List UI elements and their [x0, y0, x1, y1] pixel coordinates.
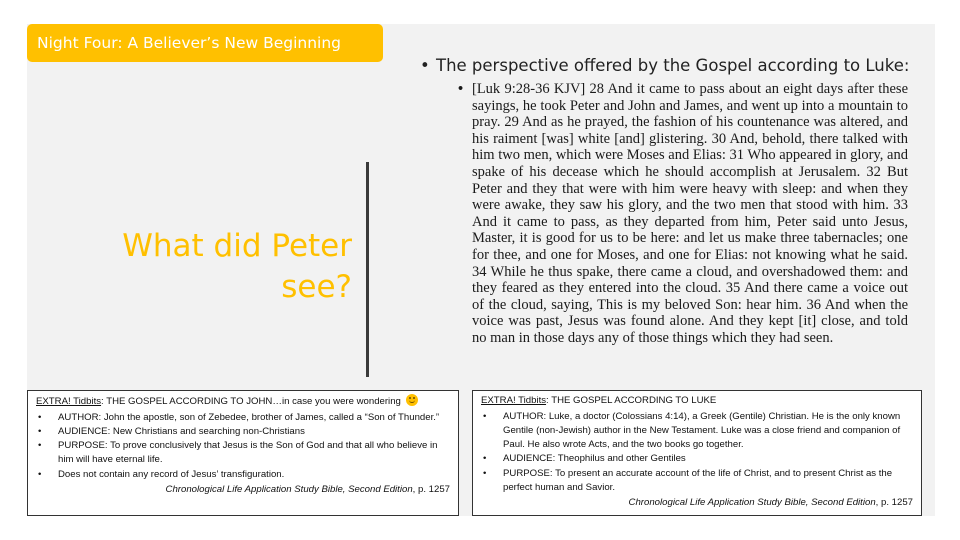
question-text: What did Peter see?	[122, 228, 352, 305]
citation-page: , p. 1257	[875, 497, 913, 509]
scripture-text: [Luk 9:28-36 KJV] 28 And it came to pass about an eight days after these sayings, he took Peter and John and James, and went up into a mountain to pray. 29 And as he prayed, the fashion of his countenance was altered, and his raiment [was] white [and] glistering. 30 And, behold, there talked with him two men, which were Moses and Elias: 31 Who appeared in glory, and spake of his decease which he should accomplish at Jerusalem. 32 But Peter and they that were with him were heavy with sleep: and when they were awake, they saw his glory, and the two men that stood with him. 33 And it came to pass, as they departed from him, Peter said unto Jesus, Master, it is good for us to be here: and let us make three tabernacles; one for thee, and one for Moses, and one for Elias: not knowing what he said. 34 While he thus spake, there came a cloud, and overshadowed them: and they feared as they entered into the cloud. 35 And there came a voice out of the cloud, saying, This is my beloved Son: hear him. 36 And when the voice was past, Jesus was found alone. And they kept [it] close, and told no man in those days any of those things which they had seen.	[472, 81, 908, 346]
citation	[481, 496, 913, 511]
slide-title: Night Four: A Believer’s New Beginning	[27, 24, 383, 62]
tidbit-john-list	[36, 411, 450, 482]
list-item: • Does not contain any record of Jesus’ transfiguration.	[36, 468, 450, 482]
tidbit-heading-text: : THE GOSPEL ACCORDING TO JOHN…in case you were wondering	[101, 396, 401, 407]
tidbit-label: EXTRA! Tidbits	[36, 396, 102, 407]
tidbit-john-box	[27, 390, 459, 516]
list-item: • AUTHOR: Luke, a doctor (Colossians 4:14), a Greek (Gentile) Christian. He is the only known Gentile (non-Jewish) author in the New Testament. Luke was a close friend and companion of Paul. He also wrote Acts, and the two books go together.	[481, 410, 913, 453]
list-item: • AUTHOR: John the apostle, son of Zebedee, brother of James, called a “Son of Thunder.”	[36, 411, 450, 425]
list-item: • AUDIENCE: Theophilus and other Gentiles	[481, 452, 913, 466]
scripture-passage	[458, 81, 910, 387]
heading-text: The perspective offered by the Gospel according to Luke:	[436, 56, 910, 75]
vertical-divider	[366, 162, 369, 377]
tidbit-luke-list	[481, 410, 913, 496]
bullet-icon: •	[420, 56, 430, 75]
list-item: • AUDIENCE: New Christians and searching non-Christians	[36, 425, 450, 439]
list-item: • PURPOSE: To prove conclusively that Jesus is the Son of God and that all who believe in him will have eternal life.	[36, 439, 450, 468]
citation-title: Chronological Life Application Study Bible, Second Edition	[165, 483, 413, 495]
citation-title: Chronological Life Application Study Bible, Second Edition	[628, 497, 876, 509]
citation-page: , p. 1257	[412, 483, 450, 495]
bullet-icon: •	[458, 81, 464, 97]
tidbit-luke-box	[472, 390, 922, 516]
section-heading	[420, 56, 909, 75]
tidbit-label: EXTRA! Tidbits	[481, 395, 547, 406]
citation	[36, 483, 450, 498]
smiley-icon	[406, 394, 418, 406]
tidbit-heading-text: : THE GOSPEL ACCORDING TO LUKE	[546, 395, 717, 406]
tidbit-john-heading	[36, 394, 450, 410]
tidbit-luke-heading	[481, 394, 913, 409]
list-item: • PURPOSE: To present an accurate account of the life of Christ, and to present Christ as the perfect human and Savior.	[481, 467, 913, 496]
